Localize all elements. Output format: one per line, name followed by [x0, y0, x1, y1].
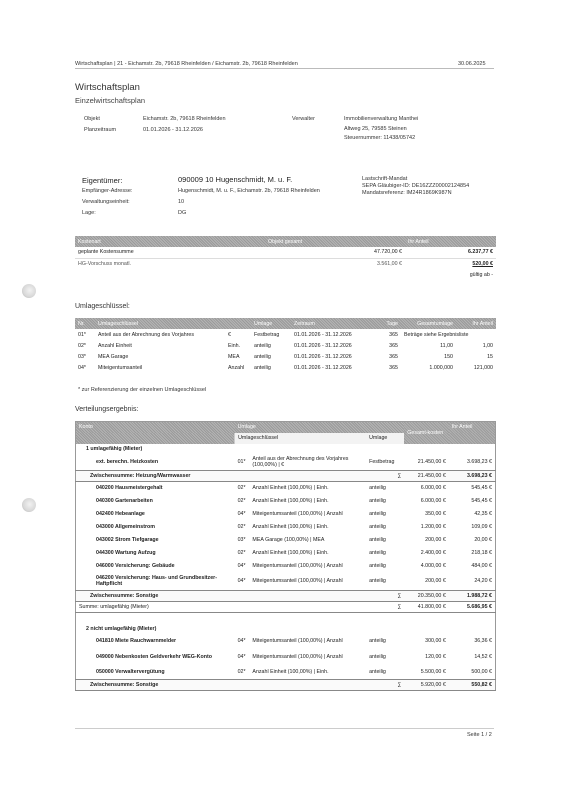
verteilung-header-konto: Konto: [79, 424, 93, 430]
subtotal-sonst-label: Zwischensumme: Sonstige: [90, 593, 159, 599]
footer-divider: [75, 728, 494, 729]
umlage-days: 365: [389, 342, 398, 349]
heiz-share: 3.698,23 €: [466, 459, 492, 466]
cost-ref: 03*: [237, 537, 246, 543]
cost-type: anteilig: [369, 550, 386, 556]
page-title: Wirtschaftsplan: [75, 82, 140, 93]
subtotal-heiz-label: Zwischensumme: Heizung/Warmwasser: [90, 473, 191, 479]
heiz-total: 21.450,00 €: [417, 459, 446, 466]
unit-value: 10: [178, 199, 185, 205]
umlage-header-total: Gesamtumlage: [417, 320, 453, 327]
sum-g1-label: Summe: umlagefähig (Mieter): [79, 604, 149, 610]
cost-key: Miteigentumsanteil (100,00%) | Anzahl: [252, 511, 343, 517]
cost-share: 545,45 €: [471, 498, 492, 504]
umlage-unit: €: [228, 331, 231, 338]
zeitraum-value: 01.01.2026 - 31.12.2026: [143, 127, 203, 133]
cost-key: Miteigentumsanteil (100,00%) | Anzahl: [252, 563, 343, 569]
page-number: Seite 1 / 2: [467, 732, 492, 738]
cost-name: 050000 Verwaltervergütung: [96, 669, 165, 676]
cost-total: 5.500,00 €: [420, 669, 446, 676]
mandate-title: Lastschrift-Mandat: [362, 176, 408, 182]
umlage-title: Umlageschlüssel:: [75, 303, 130, 310]
umlage-type: anteilig: [254, 353, 271, 360]
cost-name: 046000 Versicherung: Gebäude: [96, 563, 175, 569]
cost-type: anteilig: [369, 578, 386, 585]
subtotal-sonst-share: 1.988,72 €: [466, 593, 492, 599]
umlage-period: 01.01.2026 - 31.12.2026: [294, 342, 352, 349]
cost-key: Miteigentumsanteil (100,00%) | Anzahl: [252, 638, 343, 644]
umlage-name: Anteil aus der Abrechnung des Vorjahres: [98, 331, 194, 338]
cost-ref: 04*: [237, 638, 246, 644]
cost-row: [76, 635, 496, 648]
punch-hole: [22, 498, 36, 512]
cost-type: anteilig: [369, 498, 386, 504]
umlage-header-unit: [225, 318, 251, 329]
subtotal-row: [76, 680, 496, 691]
cost-key: Miteigentumsanteil (100,00%) | Anzahl: [252, 653, 343, 660]
objekt-label: Objekt: [84, 116, 100, 122]
umlage-total: Beträge siehe Ergebnisliste: [404, 331, 469, 338]
unit-label: Verwaltungseinheit:: [82, 199, 130, 205]
verteilung-header-total: Gesamt-kosten: [407, 429, 444, 436]
cost-key: MEA Garage (100,00%) | MEA: [252, 537, 325, 543]
cost-row: [76, 666, 496, 680]
cost-ref: 02*: [237, 498, 246, 504]
cost-share: 14,52 €: [474, 653, 492, 660]
cost-type: anteilig: [369, 537, 386, 543]
cost-name: 044300 Wartung Aufzug: [96, 550, 156, 556]
subtotal-heiz-total: 21.450,00 €: [417, 473, 446, 479]
verteilung-header-row: [76, 422, 496, 433]
sum-g1-share: 5.686,95 €: [466, 604, 492, 610]
cost-row: [76, 648, 496, 666]
cost-key: Anzahl Einheit (100,00%) | Einh.: [252, 550, 329, 556]
cost-type: anteilig: [369, 638, 386, 644]
umlage-share: 121,000: [473, 364, 493, 371]
subtotal-row: [76, 591, 496, 602]
sum-g1-total: 41.800,00 €: [417, 604, 446, 610]
cost-row: [76, 508, 496, 521]
umlage-type: anteilig: [254, 364, 271, 371]
cost-ref: 04*: [237, 578, 246, 585]
cost-total: 6.000,00 €: [420, 498, 446, 504]
cost-total: 300,00 €: [425, 638, 446, 644]
umlage-header-share: Ihr Anteil: [472, 320, 493, 327]
umlage-header-days: Tage: [386, 320, 398, 327]
verwalter-name: Immobilienverwaltung Manthei: [344, 116, 419, 122]
owner-label: Eigentümer:: [82, 176, 123, 185]
group-2-label: 2 nicht umlagefähig (Mieter): [86, 626, 157, 632]
umlage-unit: Einh.: [228, 342, 241, 349]
group-row: [76, 624, 496, 635]
cost-ref: 02*: [237, 485, 246, 492]
mandate-reference: Mandatsreferenz: IM24R1869K987N: [362, 190, 452, 196]
umlage-share: 15: [487, 353, 493, 360]
umlage-type: Festbetrag: [254, 331, 280, 338]
summary-header-row: [75, 236, 496, 247]
umlage-total: 11,00: [440, 342, 453, 349]
umlage-share: 1,00: [482, 342, 493, 349]
lage-value: DG: [178, 210, 187, 216]
cost-share: 42,35 €: [474, 511, 492, 517]
cost-row: [76, 482, 496, 495]
cost-type: anteilig: [369, 524, 386, 530]
heiz-row: [76, 455, 496, 471]
cost-type: anteilig: [369, 511, 386, 517]
heiz-key: Anteil aus der Abrechnung des Vorjahres (100,00%) | €: [252, 456, 349, 469]
objekt-value: Eichamstr. 2b, 79618 Rheinfelden: [143, 116, 226, 122]
address-label: Empfänger-Adresse:: [82, 188, 133, 194]
subtotal-sonst-total: 20.350,00 €: [417, 593, 446, 599]
cost-share: 545,45 €: [471, 485, 492, 492]
summary-header-anteil: Ihr Anteil: [408, 238, 429, 245]
cost-type: anteilig: [369, 669, 386, 676]
cost-name: 046200 Versicherung: Haus- und Grundbesitzer-Haftpflicht: [96, 575, 217, 588]
zeitraum-label: Planzeitraum: [84, 127, 117, 133]
verteilung-title: Verteilungsergebnis:: [75, 406, 139, 413]
subtotal-sonst2-sigma: ∑: [397, 682, 402, 688]
umlage-name: Miteigentumsanteil: [98, 364, 143, 371]
cost-ref: 04*: [237, 653, 246, 660]
umlage-header-key: Umlageschlüssel: [98, 320, 139, 327]
summary-header-kostenart: Kostenart: [78, 238, 101, 245]
umlage-unit: Anzahl: [228, 364, 245, 371]
cost-ref: 04*: [237, 563, 246, 569]
umlage-header-type: Umlage: [254, 320, 273, 327]
umlage-table: [75, 318, 496, 373]
subtotal-sonst2-label: Zwischensumme: Sonstige: [90, 682, 159, 688]
page-subtitle: Einzelwirtschaftsplan: [75, 96, 146, 105]
header-title: Wirtschaftsplan | 21 - Eichamstr. 2b, 79618 Rheinfelden / Eichamstr. 2b, 79618 Rheinfelden: [75, 61, 298, 67]
subtotal-heiz-share: 3.698,23 €: [466, 473, 492, 479]
cost-row: [76, 560, 496, 573]
cost-name: 043000 Allgemeinstrom: [96, 524, 155, 530]
verwalter-tax: Steuernummer: 11438/05742: [344, 135, 416, 141]
cost-total: 2.400,00 €: [420, 550, 446, 556]
umlage-footnote: * zur Referenzierung der einzelnen Umlageschlüssel: [78, 387, 207, 393]
umlage-header-row: [75, 318, 496, 329]
group-row: [76, 444, 496, 455]
verteilung-header-umlage: Umlage: [237, 424, 256, 431]
verwalter-address: Altweg 25, 79585 Steinen: [344, 126, 407, 132]
summary-share: 6.237,77 €: [405, 247, 496, 258]
umlage-period: 01.01.2026 - 31.12.2026: [294, 353, 352, 360]
cost-key: Anzahl Einheit (100,00%) | Einh.: [252, 498, 329, 504]
summary-total: 47.720,00 €: [265, 247, 405, 258]
subtotal-row: [76, 471, 496, 482]
cost-key: Anzahl Einheit (100,00%) | Einh.: [252, 669, 329, 676]
umlage-total: 150: [444, 353, 453, 360]
cost-ref: 02*: [237, 550, 246, 556]
summary-total: 3.561,00 €: [376, 260, 402, 267]
cost-share: 24,20 €: [474, 578, 492, 585]
punch-hole: [22, 284, 36, 298]
umlage-row: [75, 351, 496, 362]
umlage-name: MEA Garage: [98, 353, 129, 360]
umlage-header-period: Zeitraum: [294, 320, 315, 327]
lage-label: Lage:: [82, 210, 96, 216]
verteilung-table: [75, 421, 496, 691]
umlage-type: anteilig: [254, 342, 271, 349]
cost-name: 043002 Strom Tiefgarage: [96, 537, 159, 543]
sum-row: [76, 602, 496, 613]
umlage-unit: MEA: [228, 353, 240, 360]
umlage-days: 365: [389, 331, 398, 338]
cost-key: Anzahl Einheit (100,00%) | Einh.: [252, 524, 329, 530]
summary-label: geplante Kostensumme: [75, 247, 265, 258]
cost-total: 200,00 €: [425, 537, 446, 543]
owner-value: 090009 10 Hugenschmidt, M. u. F.: [178, 175, 293, 184]
address-value: Hugenschmidt, M. u. F., Eichamstr. 2b, 79618 Rheinfelden: [178, 188, 320, 194]
cost-row: [76, 521, 496, 534]
umlage-nr: 04*: [78, 364, 86, 371]
subtotal-heiz-sigma: ∑: [397, 473, 402, 479]
summary-row: [75, 247, 496, 258]
cost-share: 36,36 €: [474, 638, 492, 644]
cost-ref: 02*: [237, 524, 246, 530]
umlage-nr: 01*: [78, 331, 86, 338]
group-1-label: 1 umlagefähig (Mieter): [86, 446, 143, 452]
umlage-row: [75, 329, 496, 340]
cost-name: 049000 Nebenkosten Geldverkehr WEG-Konto: [96, 653, 212, 660]
cost-total: 120,00 €: [425, 653, 446, 660]
cost-row: [76, 495, 496, 508]
cost-total: 350,00 €: [425, 511, 446, 517]
cost-name: 042400 Hebeanlage: [96, 511, 145, 517]
umlage-header-nr: Nr.: [78, 320, 85, 327]
heiz-name: ext. berechn. Heizkosten: [96, 459, 159, 466]
heiz-ref: 01*: [237, 459, 246, 466]
cost-row: [76, 573, 496, 591]
umlage-nr: 02*: [78, 342, 86, 349]
cost-name: 041810 Miete Rauchwarnmelder: [96, 638, 177, 644]
cost-total: 200,00 €: [425, 578, 446, 585]
cost-share: 484,00 €: [471, 563, 492, 569]
umlage-days: 365: [389, 364, 398, 371]
cost-key: Anzahl Einheit (100,00%) | Einh.: [252, 485, 329, 492]
cost-share: 500,00 €: [471, 669, 492, 676]
cost-type: anteilig: [369, 485, 386, 492]
cost-row: [76, 547, 496, 560]
verteilung-header-share: Ihr Anteil: [451, 424, 473, 430]
umlage-row: [75, 362, 496, 373]
cost-total: 4.000,00 €: [420, 563, 446, 569]
cost-name: 040300 Gartenarbeiten: [96, 498, 153, 504]
summary-header-objekt: Objekt gesamt: [268, 238, 303, 245]
cost-total: 1.200,00 €: [420, 524, 446, 530]
summary-row: [75, 258, 496, 269]
header-divider: [75, 68, 494, 69]
umlage-total: 1.000,000: [429, 364, 453, 371]
summary-note-row: [75, 269, 496, 280]
umlage-row: [75, 340, 496, 351]
header-date: 30.06.2025: [458, 61, 486, 67]
cost-total: 6.000,00 €: [420, 485, 446, 492]
summary-share: 520,00 €: [472, 260, 493, 267]
subtotal-sonst2-total: 5.920,00 €: [420, 682, 446, 688]
cost-share: 109,09 €: [471, 524, 492, 530]
cost-name: 040200 Hausmeistergehalt: [96, 485, 163, 492]
cost-type: anteilig: [369, 653, 386, 660]
verteilung-header-schluessel: Umlageschlüssel: [235, 433, 367, 444]
cost-type: anteilig: [369, 563, 386, 569]
summary-table: [75, 236, 496, 280]
umlage-nr: 03*: [78, 353, 86, 360]
subtotal-sonst2-share: 550,82 €: [471, 682, 492, 688]
summary-note: gültig ab -: [469, 271, 493, 278]
cost-ref: 04*: [237, 511, 246, 517]
subtotal-sonst-sigma: ∑: [397, 593, 402, 599]
umlage-period: 01.01.2026 - 31.12.2026: [294, 364, 352, 371]
umlage-days: 365: [389, 353, 398, 360]
cost-share: 218,18 €: [471, 550, 492, 556]
verteilung-header-umlage2: Umlage: [366, 433, 404, 444]
verwalter-label: Verwalter: [292, 116, 315, 122]
cost-row: [76, 534, 496, 547]
mandate-creditor-id: SEPA Gläubiger-ID: DE16ZZZ00002124854: [362, 183, 470, 189]
umlage-period: 01.01.2026 - 31.12.2026: [294, 331, 352, 338]
cost-ref: 02*: [237, 669, 246, 676]
summary-label: HG-Vorschuss monatl.: [78, 260, 131, 267]
cost-share: 20,00 €: [474, 537, 492, 543]
sum-g1-sigma: ∑: [397, 604, 402, 610]
umlage-name: Anzahl Einheit: [98, 342, 132, 349]
heiz-type: Festbetrag: [369, 459, 395, 466]
cost-key: Miteigentumsanteil (100,00%) | Anzahl: [252, 578, 343, 585]
